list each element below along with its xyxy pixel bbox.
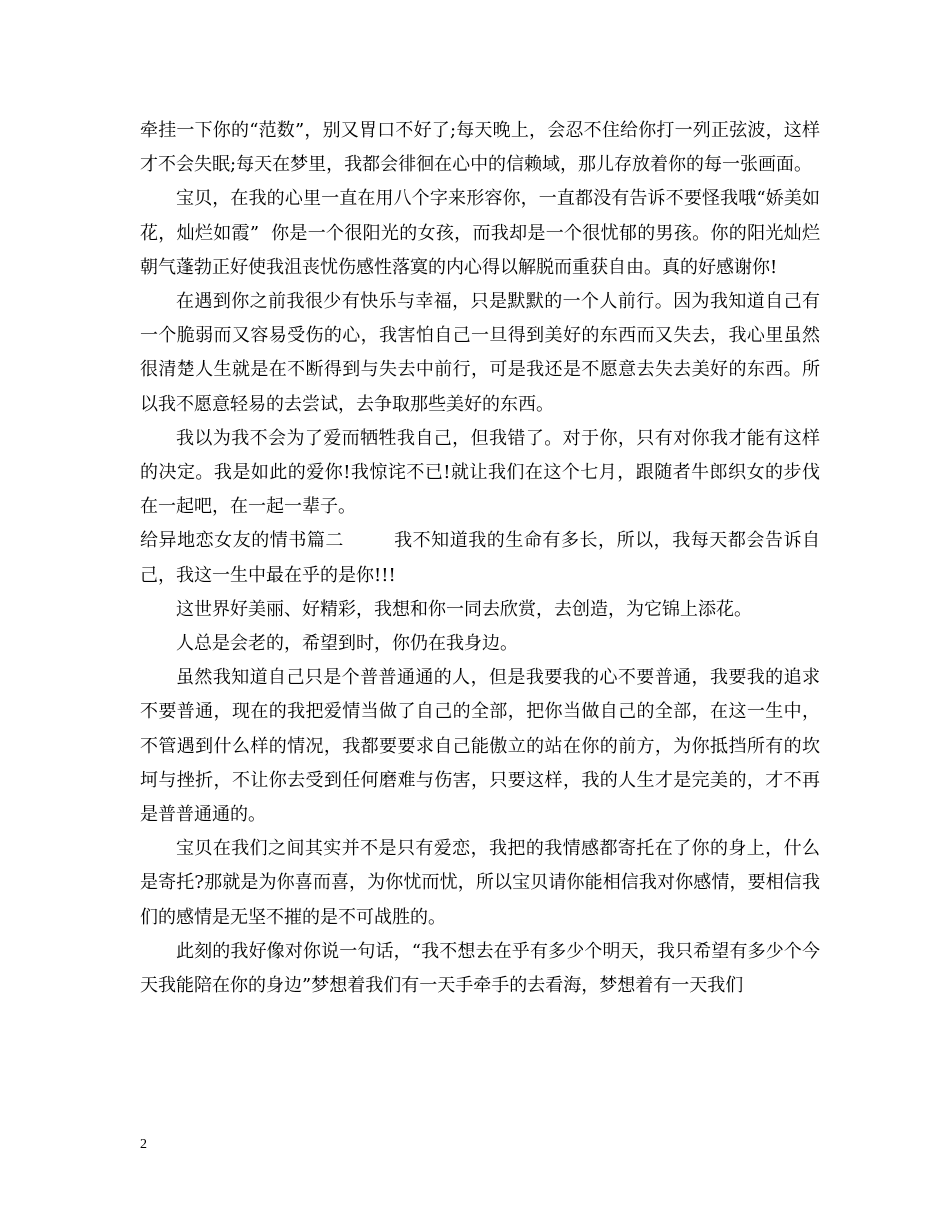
- paragraph-6: 这世界好美丽、好精彩，我想和你一同去欣赏，去创造，为它锦上添花。: [176, 598, 752, 620]
- paragraph-7: 人总是会老的，希望到时，你仍在我身边。: [176, 633, 518, 655]
- paragraph-8: 虽然我知道自己只是个普普通通的人，但是我要我的心不要普通，我要我的追求不要普通，现在的我把爱情当做了自己的全部，把你当做自己的全部，在这一生中，不管遇到什么样的情况，我都要要求自己能傲立的站在你的前方，为你抵挡所有的坎坷与挫折，不让你去受到任何磨难与伤害，只要这样，我的人生才是完美的，才不再是普普通通的。: [140, 667, 820, 826]
- paragraph-4: 我以为我不会为了爱而牺牲我自己，但我错了。对于你，只有对你我才能有这样的决定。我是如此的爱你!我惊诧不已!就让我们在这个七月，跟随者牛郎织女的步伐在一起吧，在一起一辈子。: [140, 427, 820, 518]
- page-number: 2: [140, 1137, 147, 1152]
- paragraph-10: 此刻的我好像对你说一句话，“我不想去在乎有多少个明天，我只希望有多少个今天我能陪在你的身边”梦想着我们有一天手牵手的去看海，梦想着有一天我们: [140, 940, 820, 997]
- paragraph-2: 宝贝，在我的心里一直在用八个字来形容你，一直都没有告诉不要怪我哦“娇美如花，灿烂如霞” 你是一个很阳光的女孩，而我却是一个很忧郁的男孩。你的阳光灿烂朝气蓬勃正好使我沮丧忧伤感性落寞的内心得以解脱而重获自由。真的好感谢你!: [140, 188, 820, 278]
- paragraph-9: 宝贝在我们之间其实并不是只有爱恋，我把的我情感都寄托在了你的身上，什么是寄托?那就是为你喜而喜，为你忧而忧，所以宝贝请你能相信我对你感情，要相信我们的感情是无坚不摧的是不可战胜的。: [140, 838, 820, 928]
- paragraph-3: 在遇到你之前我很少有快乐与幸福，只是默默的一个人前行。因为我知道自己有一个脆弱而又容易受伤的心，我害怕自己一旦得到美好的东西而又失去，我心里虽然很清楚人生就是在不断得到与失去中前行，可是我还是不愿意去失去美好的东西。所以我不愿意轻易的去尝试，去争取那些美好的东西。: [140, 291, 820, 415]
- document-body: [140, 114, 820, 1003]
- section-heading-paragraph: 给异地恋女友的情书篇二 我不知道我的生命有多长，所以，我每天都会告诉自己，我这一生中最在乎的是你!!!: [140, 530, 820, 586]
- paragraph-1: 牵挂一下你的“范数”，别又胃口不好了;每天晚上，会忍不住给你打一列正弦波，这样才不会失眠;每天在梦里，我都会徘徊在心中的信赖域，那儿存放着你的每一张画面。: [140, 120, 820, 176]
